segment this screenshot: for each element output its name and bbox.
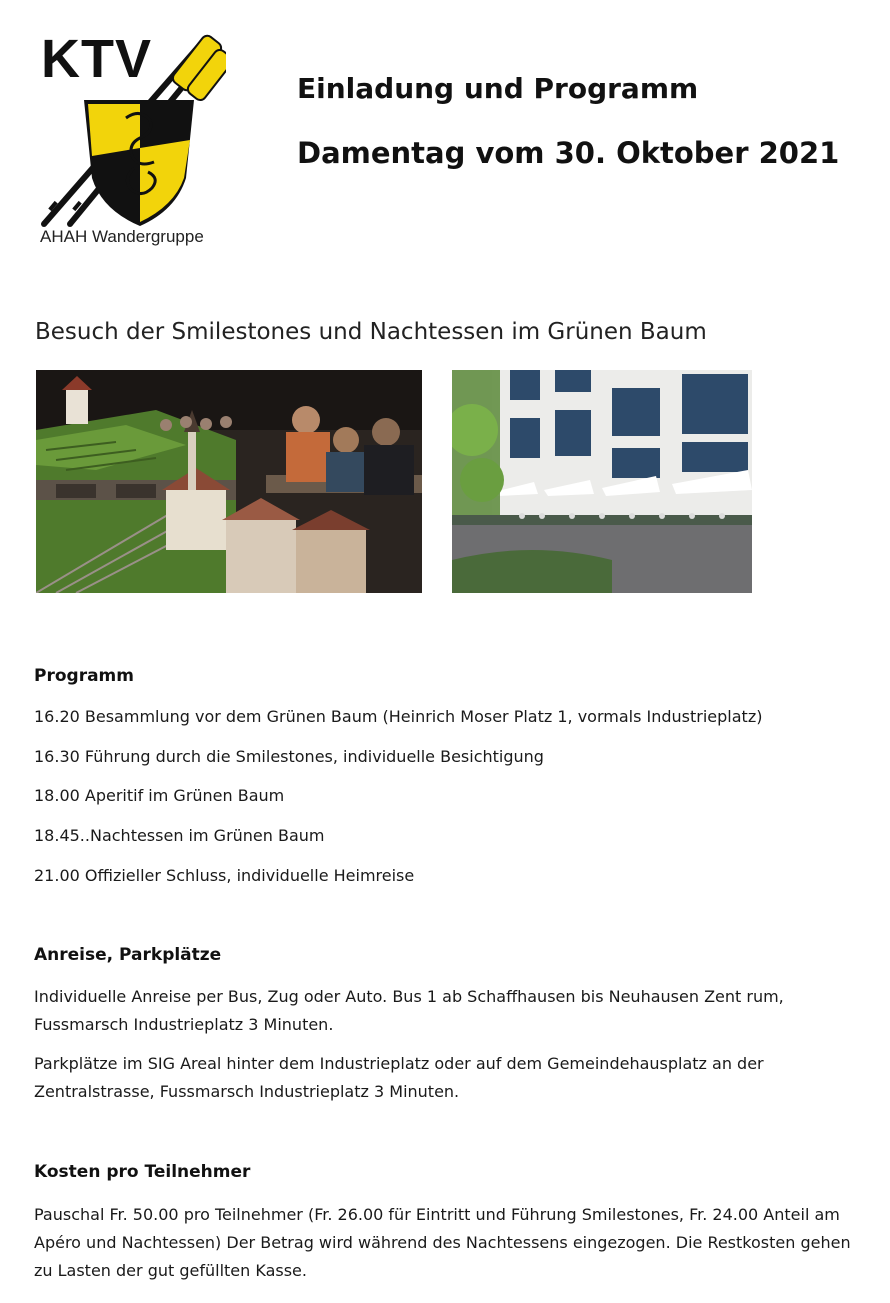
list-item: 16.30 Führung durch die Smilestones, individuelle Besichtigung — [34, 746, 544, 766]
kosten-paragraph: Pauschal Fr. 50.00 pro Teilnehmer (Fr. 26.00 für Eintritt und Führung Smilestones, Fr. 24.00 Anteil am Apéro und Nachtessen) Der Betrag wird während des Nachtessens eingezogen. Die Restkosten gehen zu Lasten der gut gefüllten Kasse. — [34, 1205, 851, 1280]
event-subtitle: Besuch der Smilestones und Nachtessen im Grünen Baum — [35, 319, 707, 345]
list-item: 18.45..Nachtessen im Grünen Baum — [34, 826, 325, 846]
building-terrace-photo — [452, 370, 752, 593]
model-railway-photo — [36, 370, 422, 593]
page-title: Einladung und Programm — [297, 72, 699, 105]
list-item: 16.20 Besammlung vor dem Grünen Baum (Heinrich Moser Platz 1, vormals Industrieplatz) — [34, 707, 763, 726]
list-item: 21.00 Offizieller Schluss, individuelle Heimreise — [34, 865, 415, 885]
list-item: 18.00 Aperitif im Grünen Baum — [34, 786, 285, 806]
parkplaetze-paragraph: Parkplätze im SIG Areal hinter dem Industrieplatz oder auf dem Gemeindehausplatz an der Zentralstrasse, Fussmarsch Industrieplatz 3 Minuten. — [34, 1054, 764, 1101]
programm-list — [34, 707, 762, 905]
logo-wordmark: KTV — [41, 29, 152, 89]
event-date-title: Damentag vom 30. Oktober 2021 — [297, 136, 840, 170]
anreise-heading: Anreise, Parkplätze — [34, 945, 222, 965]
logo-subtitle: AHAH Wandergruppe — [40, 227, 204, 246]
anreise-paragraph: Individuelle Anreise per Bus, Zug oder Auto. Bus 1 ab Schaffhausen bis Neuhausen Zent rum, Fussmarsch Industrieplatz 3 Minuten. — [34, 987, 784, 1034]
programm-heading: Programm — [34, 666, 134, 686]
ktv-logo — [36, 28, 226, 253]
kosten-heading: Kosten pro Teilnehmer — [34, 1162, 251, 1182]
